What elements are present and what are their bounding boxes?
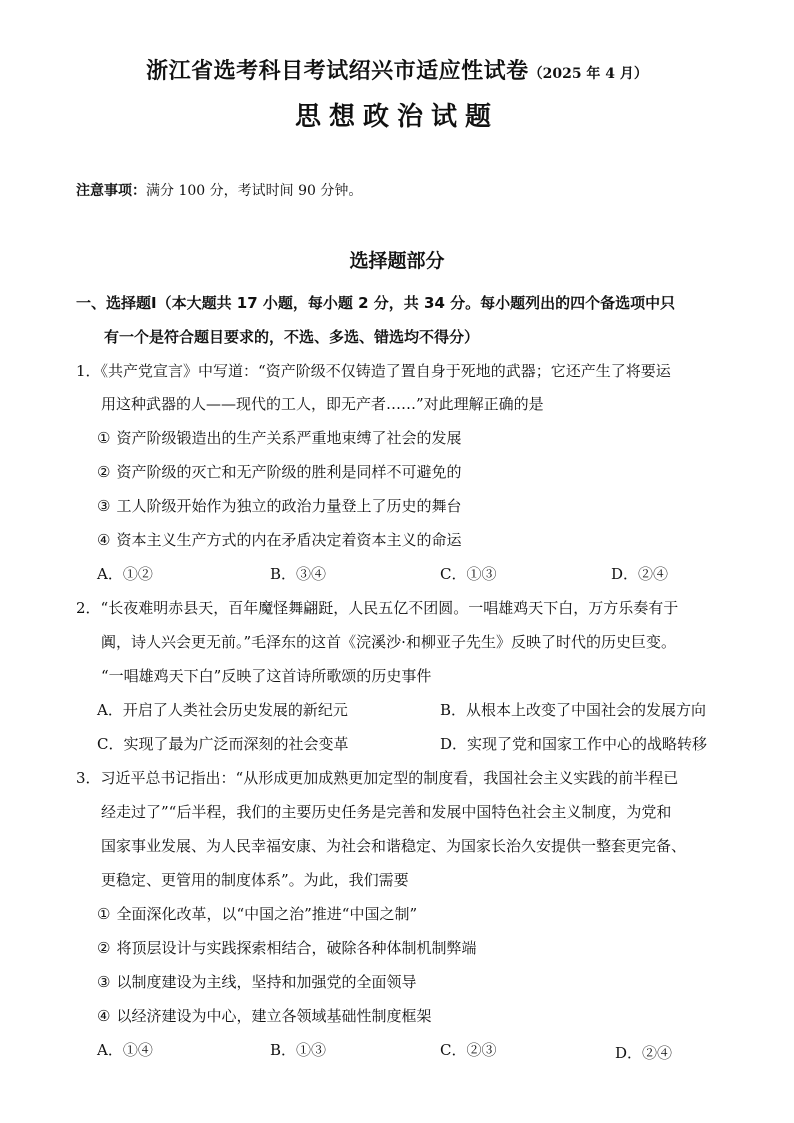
question-stem-line: 3．习近平总书记指出：“从形成更加成熟更加定型的制度看，我国社会主义实践的前半程已 [76,769,679,787]
statement [97,461,461,482]
statement [97,1005,431,1026]
notice-label: 注意事项： [76,183,146,199]
answer-option-d: D．②④ [611,565,669,583]
statement-marker: ③ [97,973,111,991]
statement-text: 将顶层设计与实践探索相结合，破除各种体制机制弊端 [116,939,477,957]
question-stem-line: 经走过了”“后半程，我们的主要历史任务是完善和发展中国特色社会主义制度，为党和 [101,803,672,821]
part-instructions-line-1: 一、选择题Ⅰ（本大题共 17 小题，每小题 2 分，共 34 分。每小题列出的四个备选项中只 [76,294,676,312]
exam-date: （2025 年 4 月） [528,66,648,82]
statement [97,937,476,958]
answer-option-d: D．实现了党和国家工作中心的战略转移 [440,735,708,753]
answer-option-b: B．从根本上改变了中国社会的发展方向 [440,701,707,719]
question-stem-line: 阗，诗人兴会更无前。”毛泽东的这首《浣溪沙·和柳亚子先生》反映了时代的历史巨变。 [101,633,676,651]
question-stem-line: 更稳定、更管用的制度体系”。为此，我们需要 [101,871,409,889]
notice-text: 满分 100 分，考试时间 90 分钟。 [146,183,363,199]
subject-title: 思想政治试题 [294,102,499,132]
question-stem-line: 2．“长夜难明赤县天，百年魔怪舞翩跹，人民五亿不团圆。一唱雄鸡天下白，万方乐奏有于 [76,599,679,617]
answer-option-c: C．②③ [440,1041,497,1059]
statement-marker: ② [97,939,111,957]
answer-option-a: A．①④ [97,1041,153,1059]
statement-text: 资产阶级的灭亡和无产阶级的胜利是同样不可避免的 [116,463,462,481]
statement [97,971,416,992]
statement-text: 以制度建设为主线，坚持和加强党的全面领导 [116,973,417,991]
statement-marker: ③ [97,497,111,515]
answer-option-c: C．实现了最为广泛而深刻的社会变革 [97,735,349,753]
answer-option-a: A．①② [97,565,153,583]
answer-option-d: D．②④ [615,1044,673,1062]
statement [97,495,461,516]
statement-marker: ① [97,429,111,447]
answer-option-c: C．①③ [440,565,497,583]
question-stem-line: 用这种武器的人——现代的工人，即无产者……”对此理解正确的是 [101,395,544,413]
statement-marker: ② [97,463,111,481]
answer-option-b: B．③④ [270,565,327,583]
exam-title [0,54,794,85]
statement-marker: ④ [97,531,111,549]
answer-option-a: A．开启了人类社会历史发展的新纪元 [97,701,348,719]
statement [97,427,461,448]
statement-text: 以经济建设为中心，建立各领域基础性制度框架 [116,1007,432,1025]
statement-text: 工人阶级开始作为独立的政治力量登上了历史的舞台 [116,497,462,515]
question-stem-line: 1．《共产党宣言》中写道：“资产阶级不仅铸造了置自身于死地的武器；它还产生了将要运 [76,362,671,380]
question-stem-line: “一唱雄鸡天下白”反映了这首诗所歌颂的历史事件 [101,667,432,685]
section-title: 选择题部分 [349,250,445,272]
statement [97,529,461,550]
statement-text: 全面深化改革，以“中国之治”推进“中国之制” [116,905,418,923]
answer-option-b: B．①③ [270,1041,327,1059]
statement-marker: ④ [97,1007,111,1025]
statement-text: 资本主义生产方式的内在矛盾决定着资本主义的命运 [116,531,462,549]
statement-marker: ① [97,905,111,923]
exam-title-text: 浙江省选考科目考试绍兴市适应性试卷 [146,59,529,84]
statement [97,903,417,924]
question-stem-line: 国家事业发展、为人民幸福安康、为社会和谐稳定、为国家长治久安提供一整套更完备、 [101,837,687,855]
statement-text: 资产阶级锻造出的生产关系严重地束缚了社会的发展 [116,429,462,447]
notice [76,180,362,200]
part-instructions-line-2: 有一个是符合题目要求的，不选、多选、错选均不得分） [104,328,480,346]
